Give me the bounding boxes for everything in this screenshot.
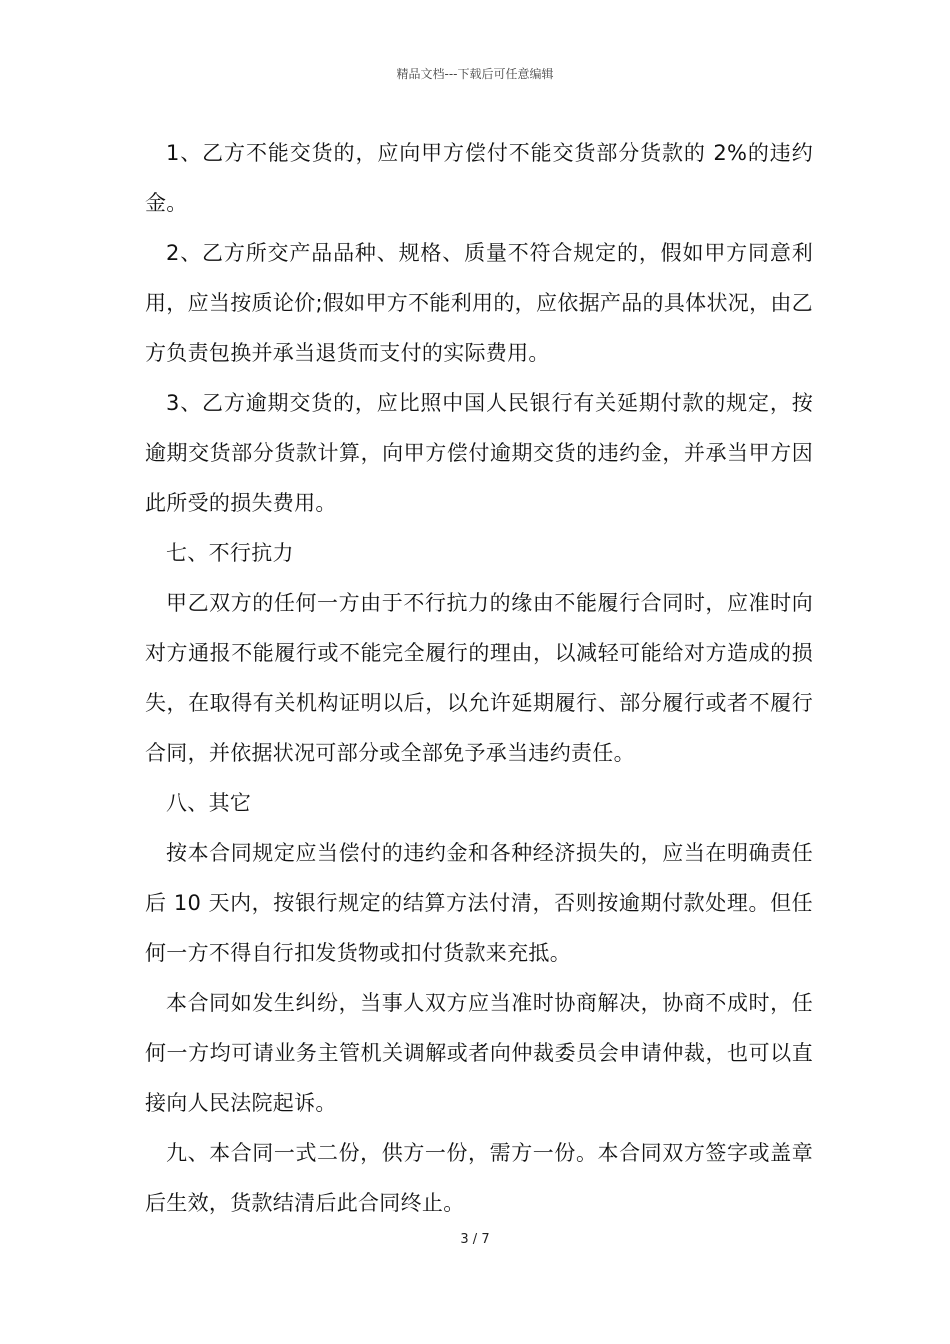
page-header: 精品文档---下载后可任意编辑 xyxy=(396,67,554,81)
section-heading-other: 八、其它 xyxy=(166,791,252,815)
paragraph-dispute-resolution: 本合同如发生纠纷，当事人双方应当准时协商解决，协商不成时，任何一方均可请业务主管机关调解或者向仲裁委员会申请仲裁，也可以直接向人民法院起诉。 xyxy=(145,991,813,1115)
paragraph-penalty-payment: 按本合同规定应当偿付的违约金和各种经济损失的，应当在明确责任后 10 天内，按银行规定的结算方法付清，否则按逾期付款处理。但任何一方不得自行扣发货物或扣付货款来充抵。 xyxy=(145,841,813,965)
paragraph-clause-1: 1、乙方不能交货的，应向甲方偿付不能交货部分货款的 2%的违约金。 xyxy=(145,141,813,215)
paragraph-clause-2: 2、乙方所交产品品种、规格、质量不符合规定的，假如甲方同意利用，应当按质论价;假如甲方不能利用的，应依据产品的具体状况，由乙方负责包换并承当退货而支付的实际费用。 xyxy=(145,241,813,365)
paragraph-copies-effectiveness: 九、本合同一式二份，供方一份，需方一份。本合同双方签字或盖章后生效，货款结清后此合同终止。 xyxy=(145,1141,813,1215)
section-heading-force-majeure: 七、不行抗力 xyxy=(166,541,294,565)
page-number: 3 / 7 xyxy=(460,1232,490,1247)
paragraph-force-majeure: 甲乙双方的任何一方由于不行抗力的缘由不能履行合同时，应准时向对方通报不能履行或不能完全履行的理由，以减轻可能给对方造成的损失，在取得有关机构证明以后，以允许延期履行、部分履行或者不履行合同，并依据状况可部分或全部免予承当违约责任。 xyxy=(145,591,813,765)
document-body xyxy=(145,128,813,1228)
paragraph-clause-3: 3、乙方逾期交货的，应比照中国人民银行有关延期付款的规定，按逾期交货部分货款计算，向甲方偿付逾期交货的违约金，并承当甲方因此所受的损失费用。 xyxy=(145,391,813,515)
